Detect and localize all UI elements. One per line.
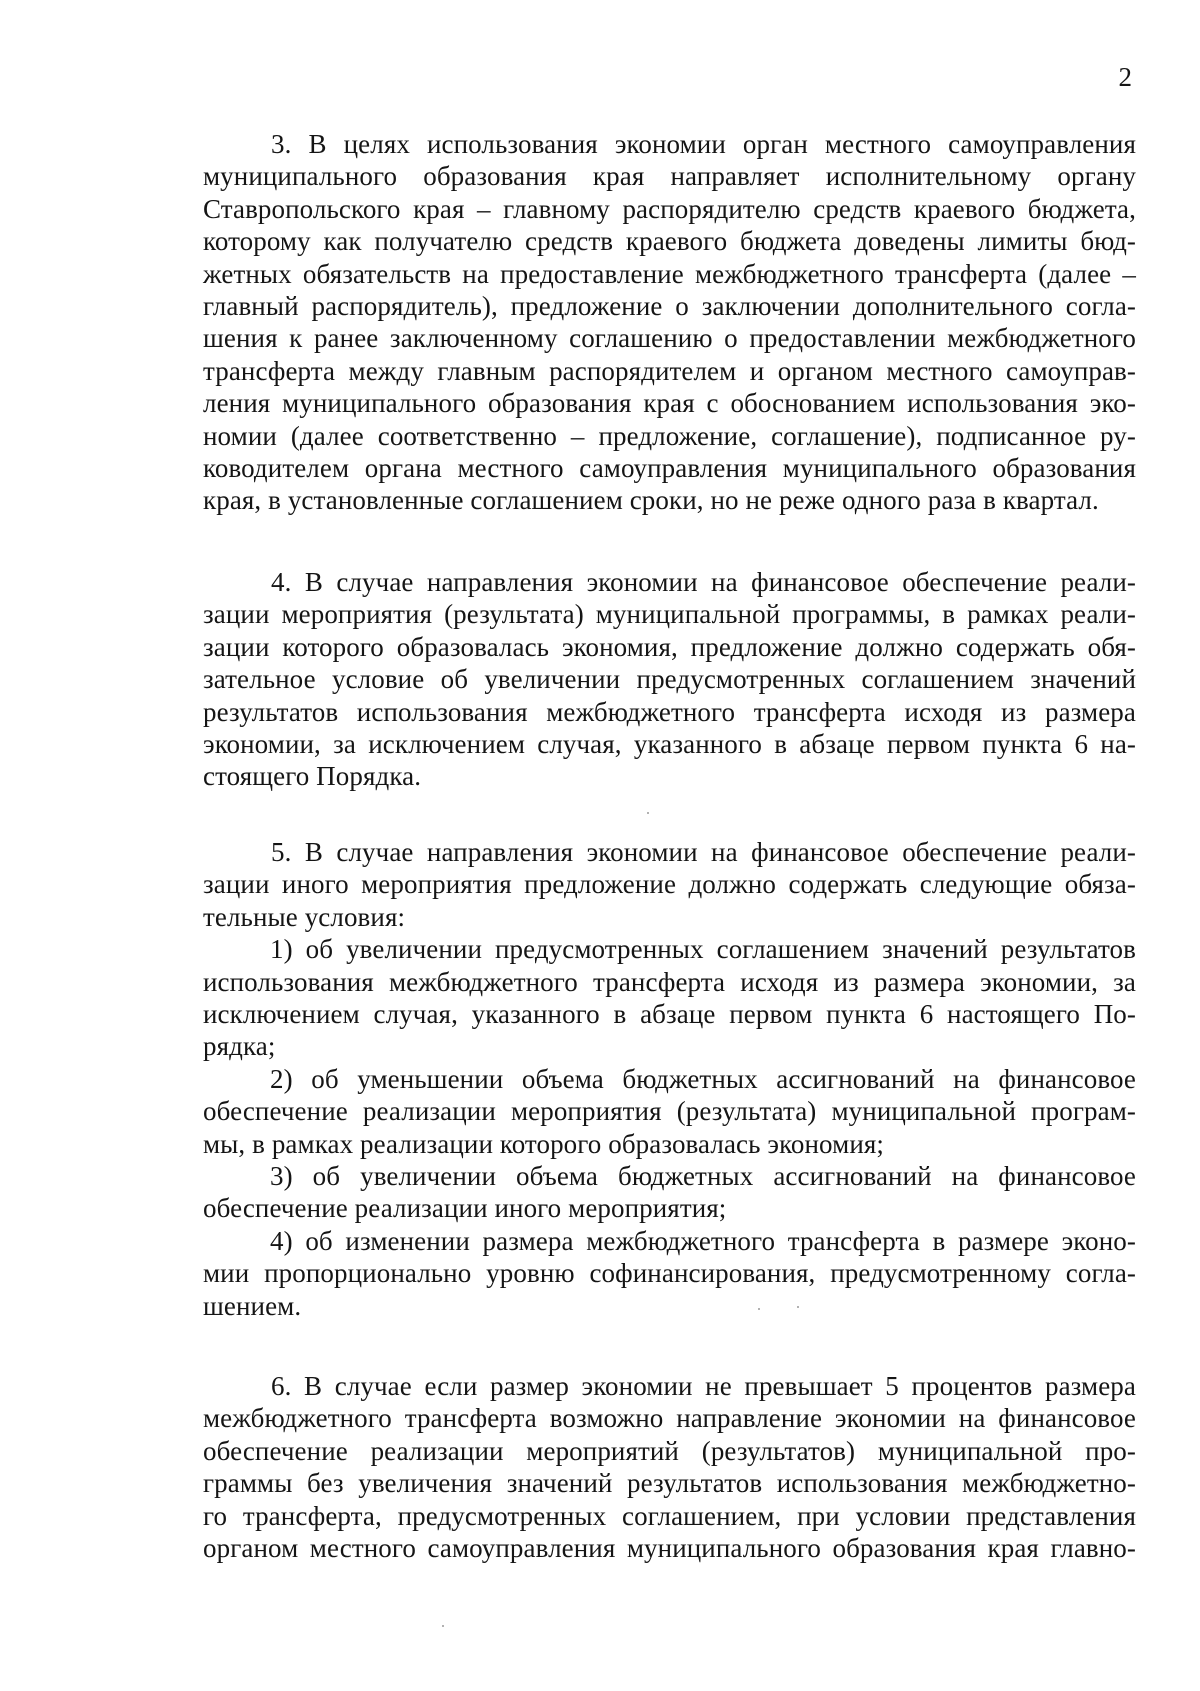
text-line: экономии, за исключением случая, указанного в абзаце первом пункта 6 на-: [203, 729, 1136, 760]
text-line: мии пропорционально уровню софинансирования, предусмотренному согла-: [203, 1258, 1136, 1289]
text-line: использования межбюджетного трансферта исходя из размера экономии, за: [203, 966, 1136, 997]
text-line: 5. В случае направления экономии на финансовое обеспечение реали-: [271, 837, 1136, 867]
text-line: номии (далее соответственно – предложение, соглашение), подписанное ру-: [203, 420, 1136, 451]
text-line: жетных обязательств на предоставление межбюджетного трансферта (далее –: [203, 258, 1136, 289]
text-line: зации мероприятия (результата) муниципальной программы, в рамках реали-: [203, 599, 1136, 630]
text-line: 4. В случае направления экономии на финансовое обеспечение реали-: [271, 567, 1136, 597]
text-line: муниципального образования края направляет исполнительному органу: [203, 161, 1136, 192]
text-line: обеспечение реализации мероприятия (результата) муниципальной програм-: [203, 1096, 1136, 1127]
page-number: 2: [1118, 62, 1132, 92]
list-item-4: 4) об изменении размера межбюджетного трансферта в размере эконо-: [270, 1225, 1136, 1256]
text-line: 3. В целях использования экономии орган местного самоуправления: [271, 129, 1136, 159]
paragraph-3: [203, 128, 1136, 517]
text-line: шения к ранее заключенному соглашению о предоставлении межбюджетного: [203, 323, 1136, 354]
list-item-2: 2) об уменьшении объема бюджетных ассигнований на финансовое: [270, 1063, 1136, 1094]
text-line: стоящего Порядка.: [203, 761, 422, 792]
paragraph-4: [203, 566, 1136, 793]
scan-speck: [647, 812, 649, 814]
text-line: исключением случая, указанного в абзаце первом пункта 6 настоящего По-: [203, 999, 1136, 1030]
paragraph-6: [203, 1370, 1136, 1564]
scan-speck: [758, 1308, 760, 1310]
text-line: результатов использования межбюджетного трансферта исходя из размера: [203, 696, 1136, 727]
text-line: трансферта между главным распорядителем и органом местного самоуправ-: [203, 355, 1136, 386]
text-line: шением.: [203, 1290, 302, 1321]
scan-speck: [442, 1625, 444, 1627]
scan-speck: [797, 1306, 799, 1308]
list-item-1: 1) об увеличении предусмотренных соглашением значений результатов: [270, 934, 1136, 965]
text-line: главный распорядитель), предложение о заключении дополнительного согла-: [203, 291, 1136, 322]
text-line: края, в установленные соглашением сроки, но не реже одного раза в квартал.: [203, 485, 1099, 516]
text-line: граммы без увеличения значений результатов использования межбюджетно-: [203, 1468, 1136, 1499]
text-line: межбюджетного трансферта возможно направление экономии на финансовое: [203, 1403, 1136, 1434]
text-line: обеспечение реализации мероприятий (результатов) муниципальной про-: [203, 1435, 1136, 1466]
text-line: ления муниципального образования края с обоснованием использования эко-: [203, 388, 1136, 419]
text-line: которому как получателю средств краевого бюджета доведены лимиты бюд-: [203, 226, 1136, 257]
text-line: обеспечение реализации иного мероприятия;: [203, 1193, 727, 1224]
text-line: зации иного мероприятия предложение должно содержать следующие обяза-: [203, 869, 1136, 900]
text-line: ководителем органа местного самоуправления муниципального образования: [203, 453, 1136, 484]
text-line: органом местного самоуправления муниципального образования края главно-: [203, 1533, 1136, 1564]
text-line: 6. В случае если размер экономии не превышает 5 процентов размера: [271, 1371, 1136, 1401]
text-line: го трансферта, предусмотренных соглашением, при условии представления: [203, 1500, 1136, 1531]
text-line: зательное условие об увеличении предусмотренных соглашением значений: [203, 664, 1136, 695]
text-line: мы, в рамках реализации которого образовалась экономия;: [203, 1128, 885, 1159]
paragraph-5: [203, 836, 1136, 1322]
text-line: зации которого образовалась экономия, предложение должно содержать обя-: [203, 631, 1136, 662]
text-line: тельные условия:: [203, 901, 406, 932]
list-item-3: 3) об увеличении объема бюджетных ассигнований на финансовое: [270, 1161, 1136, 1192]
text-line: Ставропольского края – главному распорядителю средств краевого бюджета,: [203, 193, 1136, 224]
text-line: рядка;: [203, 1031, 276, 1062]
